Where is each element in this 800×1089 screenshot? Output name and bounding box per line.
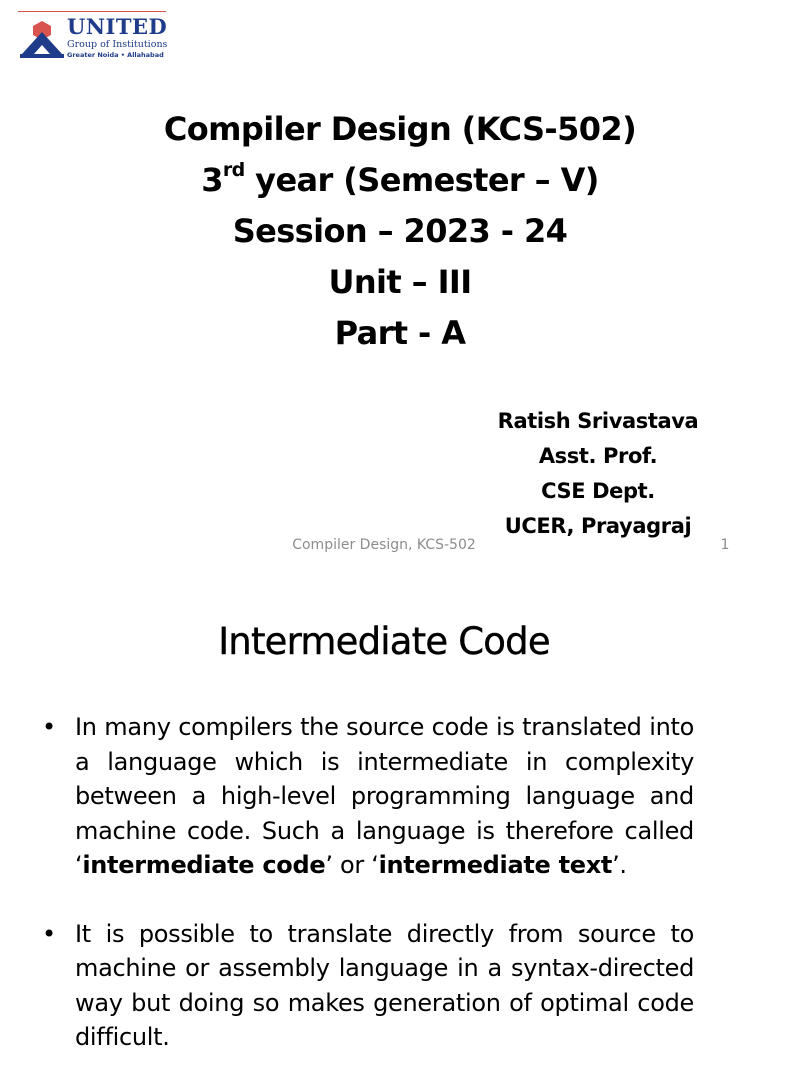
course-title-block [0, 104, 800, 359]
author-block [450, 404, 746, 544]
year-ordinal-suffix: rd [222, 159, 245, 182]
year-semester-text: year (Semester – V) [244, 161, 599, 199]
bullet-text: It is possible to translate directly from source to machine or assembly language in a syntax-directed way but doing so makes generation of optimal code difficult. [75, 919, 694, 1051]
author-name: Ratish Srivastava [497, 409, 699, 433]
unit-line: Unit – III [328, 263, 472, 301]
content-slide [0, 576, 768, 1051]
slide-title: Intermediate Code [218, 620, 550, 663]
part-line: Part - A [334, 314, 466, 352]
list-item [42, 917, 694, 1055]
author-institution: UCER, Prayagraj [504, 514, 692, 538]
list-item [42, 710, 694, 883]
logo-rule [18, 11, 166, 12]
bullet-text: ’ or ‘ [325, 851, 379, 879]
slide-footer: Compiler Design, KCS-502 [292, 537, 476, 553]
session-line: Session – 2023 - 24 [232, 212, 568, 250]
course-title: Compiler Design (KCS-502) [163, 110, 637, 148]
year-number: 3 [201, 161, 223, 199]
bullet-text: In many compilers the source code is translated into a language which is intermediate in complexity between a high-level programming language and machine code. Such a language is therefore called ‘ [75, 713, 694, 879]
bullet-list [42, 710, 694, 1089]
author-department: CSE Dept. [541, 479, 655, 503]
page-number: 1 [720, 537, 730, 553]
logo-subtitle: Group of Institutions [67, 39, 168, 50]
bullet-icon: • [42, 919, 56, 948]
bullet-icon: • [42, 713, 56, 741]
bold-term: intermediate text [378, 851, 613, 879]
united-logo-icon [20, 20, 64, 58]
logo-locations: Greater Noida • Allahabad [67, 51, 164, 59]
year-semester [0, 155, 800, 206]
institution-logo [18, 11, 168, 63]
bullet-text: ’. [612, 851, 627, 879]
author-designation: Asst. Prof. [538, 444, 658, 468]
bold-term: intermediate code [82, 851, 326, 879]
logo-name: UNITED [67, 14, 168, 39]
